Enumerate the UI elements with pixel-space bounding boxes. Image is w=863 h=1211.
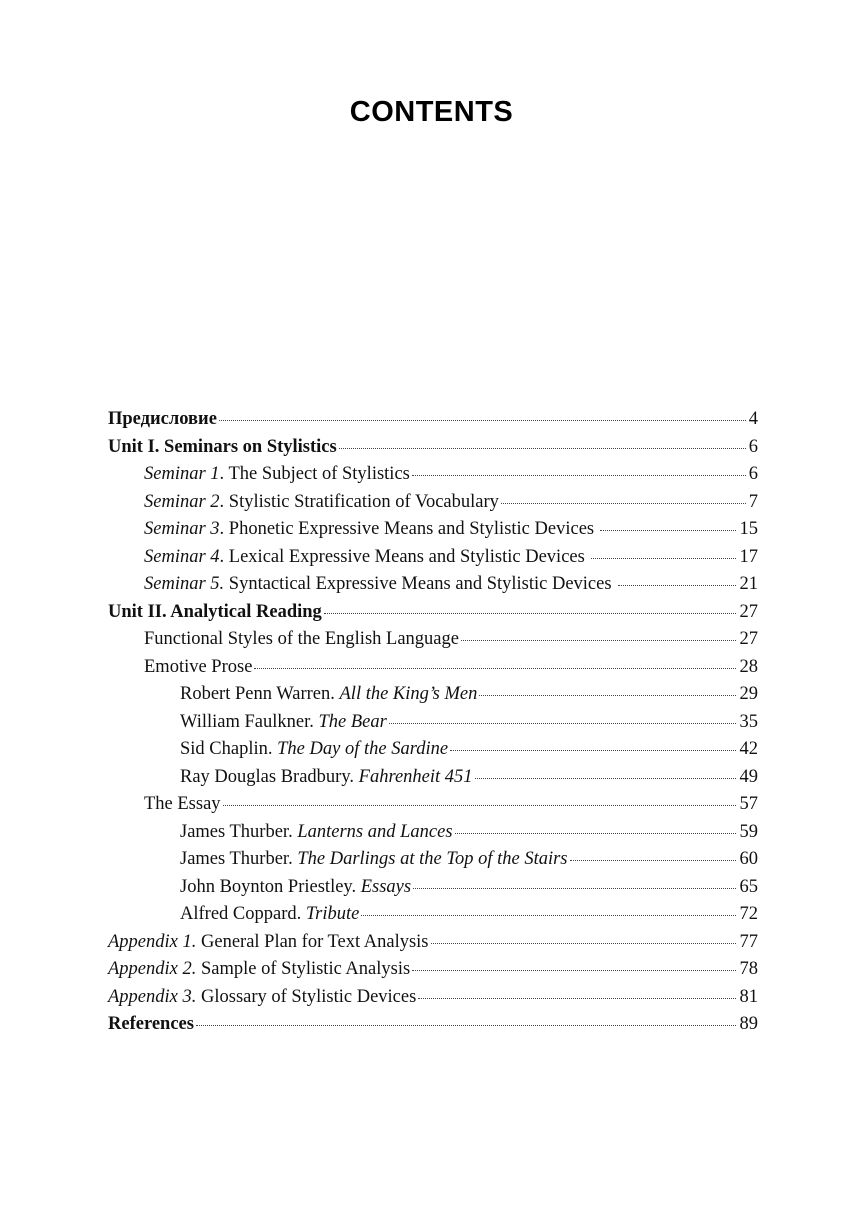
toc-page-number: 29 <box>739 684 758 704</box>
toc-entry-appendix-3[interactable] <box>108 984 758 1012</box>
toc-entry-text: Предисловие <box>108 409 217 429</box>
toc-entry-prefix: Seminar 4 <box>144 546 220 567</box>
toc-entry-text: Functional Styles of the English Language <box>144 629 459 649</box>
toc-entry-text <box>180 764 473 792</box>
toc-entry-seminar-1[interactable] <box>108 461 758 489</box>
toc-entry-work: Fahrenheit 451 <box>358 766 473 787</box>
toc-entry-text <box>108 984 416 1012</box>
dot-leader <box>219 420 746 421</box>
toc-page-number: 78 <box>739 959 758 979</box>
dot-leader <box>196 1025 736 1026</box>
dot-leader <box>361 915 736 916</box>
toc-page-number: 49 <box>739 766 758 787</box>
toc-entry-text <box>144 516 594 544</box>
toc-entry-title: General Plan for Text Analysis <box>196 931 429 952</box>
toc-entry-warren[interactable] <box>108 681 758 709</box>
toc-page-number: 7 <box>748 491 758 512</box>
toc-entry-appendix-1[interactable] <box>108 929 758 957</box>
toc-entry-priestley[interactable] <box>108 874 758 902</box>
toc-page-number: 57 <box>739 794 758 814</box>
toc-entry-title: Syntactical Expressive Means and Stylistic Devices <box>224 574 612 594</box>
toc-entry-preface[interactable] <box>108 406 758 434</box>
toc-entry-title: Glossary of Stylistic Devices <box>196 986 417 1007</box>
toc-entry-references[interactable] <box>108 1011 758 1039</box>
toc-page-number: 17 <box>739 546 758 567</box>
toc-entry-title: Sample of Stylistic Analysis <box>196 959 411 979</box>
dot-leader <box>591 558 736 559</box>
toc-entry-emotive-prose[interactable] <box>108 654 758 682</box>
toc-entry-prefix: Appendix 2. <box>108 959 197 979</box>
toc-entry-unit-2[interactable] <box>108 599 758 627</box>
toc-entry-text <box>180 681 477 709</box>
toc-entry-author: Robert Penn Warren. <box>180 684 340 704</box>
toc-entry-work: The Bear <box>318 711 387 732</box>
dot-leader <box>618 585 736 586</box>
toc-entry-text <box>108 956 410 984</box>
toc-entry-thurber-lanterns[interactable] <box>108 819 758 847</box>
toc-entry-author: Ray Douglas Bradbury. <box>180 766 359 787</box>
toc-entry-seminar-3[interactable] <box>108 516 758 544</box>
dot-leader <box>389 723 736 724</box>
toc-entry-text <box>180 901 359 929</box>
toc-page-number: 6 <box>748 464 758 484</box>
dot-leader <box>412 475 746 476</box>
toc-page-number: 42 <box>739 739 758 759</box>
toc-entry-functional-styles[interactable] <box>108 626 758 654</box>
toc-entry-work: The Darlings at the Top of the Stairs <box>297 849 568 869</box>
toc-page-number: 59 <box>739 821 758 842</box>
toc-entry-text <box>180 819 453 847</box>
toc-entry-title: . The Subject of Stylistics <box>219 464 410 484</box>
toc-entry-title: . Lexical Expressive Means and Stylistic Devices <box>219 546 585 567</box>
toc-entry-appendix-2[interactable] <box>108 956 758 984</box>
toc-entry-text <box>180 736 448 764</box>
toc-entry-text <box>180 846 568 874</box>
toc-entry-coppard[interactable] <box>108 901 758 929</box>
table-of-contents <box>108 406 758 1039</box>
toc-entry-work: Lanterns and Lances <box>297 821 453 842</box>
dot-leader <box>600 530 736 531</box>
toc-entry-author: William Faulkner. <box>180 711 319 732</box>
dot-leader <box>501 503 746 504</box>
toc-entry-faulkner[interactable] <box>108 709 758 737</box>
toc-page-number: 27 <box>739 601 758 622</box>
toc-entry-chaplin[interactable] <box>108 736 758 764</box>
toc-page-number: 60 <box>739 849 758 869</box>
toc-entry-bradbury[interactable] <box>108 764 758 792</box>
toc-entry-text <box>108 929 429 957</box>
toc-entry-author: James Thurber. <box>180 821 298 842</box>
toc-entry-text <box>180 874 411 902</box>
toc-entry-essay[interactable] <box>108 791 758 819</box>
toc-page-number: 89 <box>739 1014 758 1034</box>
toc-entry-text <box>144 571 612 599</box>
toc-entry-title: . Stylistic Stratification of Vocabulary <box>219 491 499 512</box>
toc-entry-text: The Essay <box>144 794 221 814</box>
dot-leader <box>413 888 736 889</box>
toc-entry-thurber-darlings[interactable] <box>108 846 758 874</box>
toc-entry-author: John Boynton Priestley. <box>180 876 361 897</box>
toc-page-number: 15 <box>739 519 758 539</box>
toc-entry-prefix: Seminar 1 <box>144 464 220 484</box>
toc-entry-text: Unit II. Analytical Reading <box>108 601 322 622</box>
toc-page-number: 4 <box>748 409 758 429</box>
toc-entry-author: Sid Chaplin. <box>180 739 278 759</box>
toc-page-number: 21 <box>739 574 758 594</box>
toc-entry-title: . Phonetic Expressive Means and Stylistic Devices <box>219 519 595 539</box>
toc-entry-work: All the King’s Men <box>339 684 478 704</box>
toc-entry-work: Essays <box>360 876 412 897</box>
toc-entry-prefix: Seminar 3 <box>144 519 220 539</box>
toc-entry-seminar-5[interactable] <box>108 571 758 599</box>
dot-leader <box>455 833 736 834</box>
toc-entry-work: Tribute <box>305 904 360 924</box>
toc-entry-work: The Day of the Sardine <box>277 739 449 759</box>
toc-entry-unit-1[interactable] <box>108 434 758 462</box>
toc-page-number: 65 <box>739 876 758 897</box>
toc-entry-text <box>144 489 499 517</box>
dot-leader <box>418 998 736 999</box>
dot-leader <box>475 778 736 779</box>
dot-leader <box>479 695 736 696</box>
toc-page-number: 77 <box>739 931 758 952</box>
toc-entry-seminar-2[interactable] <box>108 489 758 517</box>
toc-page-number: 81 <box>739 986 758 1007</box>
toc-page-number: 27 <box>739 629 758 649</box>
dot-leader <box>254 668 736 669</box>
toc-entry-text: References <box>108 1014 194 1034</box>
toc-entry-prefix: Seminar 2 <box>144 491 220 512</box>
dot-leader <box>324 613 736 614</box>
dot-leader <box>339 448 746 449</box>
toc-entry-author: Alfred Coppard. <box>180 904 306 924</box>
toc-entry-prefix: Seminar 5. <box>144 574 225 594</box>
toc-page-number: 35 <box>739 711 758 732</box>
dot-leader <box>461 640 736 641</box>
toc-entry-prefix: Appendix 1. <box>108 931 197 952</box>
toc-page-number: 28 <box>739 656 758 677</box>
toc-entry-prefix: Appendix 3. <box>108 986 197 1007</box>
toc-entry-seminar-4[interactable] <box>108 544 758 572</box>
page-title: CONTENTS <box>349 96 514 128</box>
toc-entry-text: Unit I. Seminars on Stylistics <box>108 436 337 457</box>
dot-leader <box>431 943 736 944</box>
dot-leader <box>570 860 737 861</box>
toc-entry-author: James Thurber. <box>180 849 298 869</box>
dot-leader <box>450 750 736 751</box>
dot-leader <box>412 970 736 971</box>
toc-entry-text <box>180 709 387 737</box>
toc-page-number: 6 <box>748 436 758 457</box>
toc-entry-text <box>144 544 585 572</box>
toc-page-number: 72 <box>739 904 758 924</box>
toc-entry-text: Emotive Prose <box>144 656 253 677</box>
dot-leader <box>223 805 736 806</box>
toc-entry-text <box>144 461 410 489</box>
